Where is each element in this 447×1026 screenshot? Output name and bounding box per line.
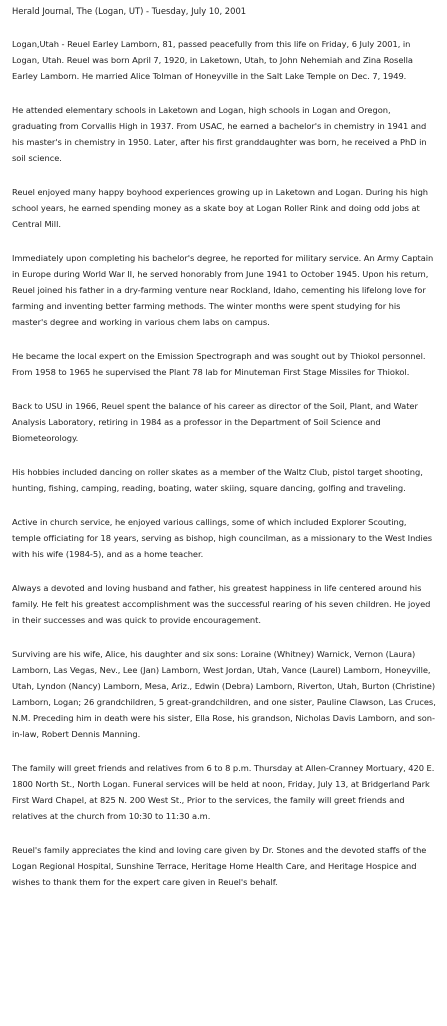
paragraph-survivors: Surviving are his wife, Alice, his daughter and six sons: Loraine (Whitney) Warnick, Vernon (Laura) Lamborn, Las Vegas, Nev., Lee (Jan) Lamborn, West Jordan, Utah, Vance (Laurel) Lamborn, Honeyville, Utah, Lyndon (Nancy) Lamborn, Mesa, Ariz., Edwin (Debra) Lamborn, Riverton, Utah, Burton (Christine) Lamborn, Logan; 26 grandchildren, 5 great-grandchildren, and one sister, Pauline Clawson, Las Cruces, N.M. Preceding him in death were his sister, Ella Rose, his grandson, Nicholas Davis Lamborn, and son-in-law, Robert Dennis Manning. (12, 649, 436, 739)
paragraph-thiokol: He became the local expert on the Emission Spectrograph and was sought out by Thiokol personnel. From 1958 to 1965 he supervised the Plant 78 lab for Minuteman First Stage Missiles for Thiokol. (12, 351, 426, 377)
source-header: Herald Journal, The (Logan, UT) - Tuesday, July 10, 2001 (12, 6, 247, 16)
paragraph-birth-marriage: Logan,Utah - Reuel Earley Lamborn, 81, passed peacefully from this life on Friday, 6 July 2001, in Logan, Utah. Reuel was born April 7, 1920, in Laketown, Utah, to John Nehemiah and Zina Rosella Earley Lamborn. He married Alice Tolman of Honeyville in the Salt Lake Temple on Dec. 7, 1949. (12, 39, 413, 81)
paragraph-military-service: Immediately upon completing his bachelor's degree, he reported for military service. An Army Captain in Europe during World War II, he served honorably from June 1941 to October 1945. Upon his return, Reuel joined his father in a dry-farming venture near Rockland, Idaho, cementing his lifelong love for farming and inventing better farming methods. The winter months were spent studying for his master's degree and working in various chem labs on campus. (12, 253, 434, 327)
paragraph-church-service: Active in church service, he enjoyed various callings, some of which included Explorer Scouting, temple officiating for 18 years, serving as bishop, high councilman, as a missionary to the West Indies with his wife (1984-5), and as a home teacher. (12, 517, 433, 559)
paragraph-acknowledgements: Reuel's family appreciates the kind and loving care given by Dr. Stones and the devoted staffs of the Logan Regional Hospital, Sunshine Terrace, Heritage Home Health Care, and Heritage Hospice and wishes to thank them for the expert care given in Reuel's behalf. (12, 845, 427, 887)
paragraph-services: The family will greet friends and relatives from 6 to 8 p.m. Thursday at Allen-Cranney Mortuary, 420 E. 1800 North St., North Logan. Funeral services will be held at noon, Friday, July 13, at Bridgerland Park First Ward Chapel, at 825 N. 200 West St., Prior to the services, the family will greet friends and relatives at the church from 10:30 to 11:30 a.m. (12, 763, 435, 821)
paragraph-boyhood: Reuel enjoyed many happy boyhood experiences growing up in Laketown and Logan. During his high school years, he earned spending money as a skate boy at Logan Roller Rink and doing odd jobs at Central Mill. (12, 187, 429, 229)
paragraph-education: He attended elementary schools in Laketown and Logan, high schools in Logan and Oregon, graduating from Corvallis High in 1937. From USAC, he earned a bachelor's in chemistry in 1941 and his master's in chemistry in 1950. Later, after his first granddaughter was born, he received a PhD in soil science. (12, 105, 427, 163)
paragraph-hobbies: His hobbies included dancing on roller skates as a member of the Waltz Club, pistol target shooting, hunting, fishing, camping, reading, boating, water skiing, square dancing, golfing and traveling. (12, 467, 423, 493)
paragraph-family-life: Always a devoted and loving husband and father, his greatest happiness in life centered around his family. He felt his greatest accomplishment was the successful rearing of his seven children. He joyed in their successes and was quick to provide encouragement. (12, 583, 431, 625)
paragraph-career-usu: Back to USU in 1966, Reuel spent the balance of his career as director of the Soil, Plant, and Water Analysis Laboratory, retiring in 1984 as a professor in the Department of Soil Science and Biometeorology. (12, 401, 418, 443)
